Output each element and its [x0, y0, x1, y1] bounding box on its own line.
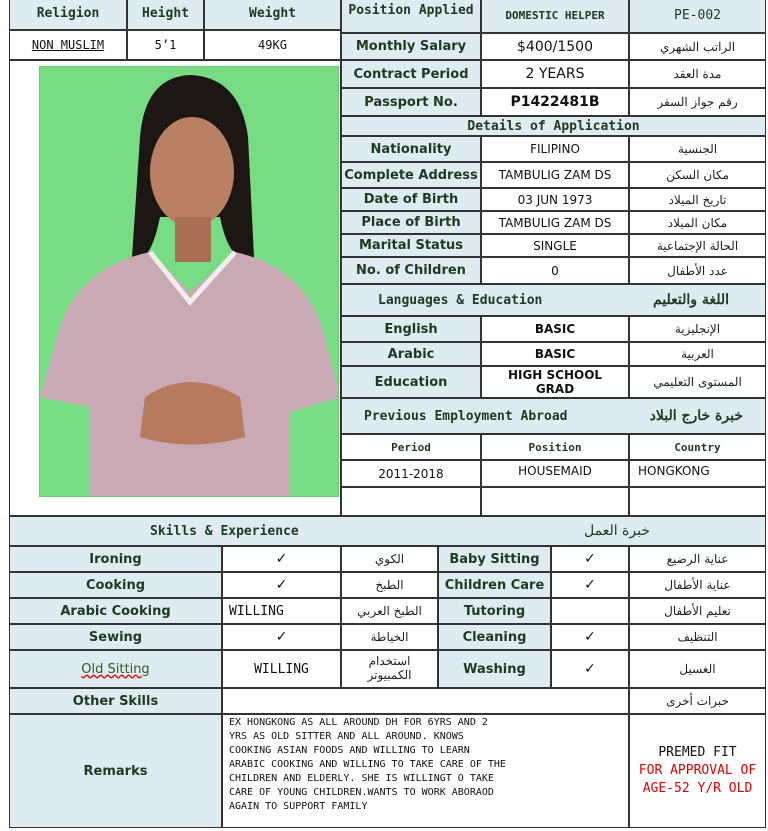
- arabic-value: BASIC: [481, 342, 629, 366]
- english-label: English: [341, 316, 481, 342]
- applicant-photo: [39, 66, 339, 497]
- application-title: Details of Application: [341, 116, 766, 136]
- skill-sewing-check: ✓: [222, 624, 341, 650]
- employment-country: HONGKONG: [629, 460, 766, 487]
- skill-baby-sitting-arabic: عناية الرضيع: [629, 546, 766, 572]
- education-label: Education: [341, 366, 481, 398]
- remarks-status: PREMED FIT: [658, 745, 737, 760]
- dob-arabic: تاريخ الميلاد: [629, 188, 766, 211]
- employment-position: HOUSEMAID: [481, 460, 629, 487]
- contract-period-value: 2 YEARS: [481, 60, 629, 88]
- employment-empty-cell: [341, 487, 481, 516]
- remarks-text: EX HONGKONG AS ALL AROUND DH FOR 6YRS AND 2 YRS AS OLD SITTER AND ALL AROUND. KNOWS COOKING ASIAN FOODS AND WILLING TO LEARN ARABIC COOKING AND WILLING TO TAKE CARE OF THE CHILDREN AND ELDERLY. SHE IS WILLINGT O TAKE CARE OF YOUNG CHILDREN.WANTS TO WORK ABORAOD AGAIN TO SUPPORT FAMILY: [222, 714, 629, 828]
- skills-title: Skills & Experience: [150, 523, 299, 539]
- education-value: HIGH SCHOOL GRAD: [481, 366, 629, 398]
- english-value: BASIC: [481, 316, 629, 342]
- skill-washing-label: Washing: [438, 650, 551, 688]
- applicant-photo-illustration: [40, 67, 339, 497]
- skill-old-sitting-cell: [9, 650, 222, 688]
- passport-arabic: رقم جواز السفر: [629, 88, 766, 116]
- address-label: Complete Address: [341, 162, 481, 188]
- weight-value: 49KG: [204, 30, 341, 60]
- monthly-salary-label: Monthly Salary: [341, 33, 481, 60]
- employment-empty-cell: [481, 487, 629, 516]
- skill-cleaning-arabic: التنظيف: [629, 624, 766, 650]
- children-arabic: عدد الأطفال: [629, 257, 766, 284]
- education-arabic: المستوى التعليمي: [629, 366, 766, 398]
- skill-washing-arabic: الغسيل: [629, 650, 766, 688]
- skill-arabic-cooking-value: WILLING: [222, 598, 341, 624]
- skill-old-sitting-label: Old Sitting: [81, 661, 150, 677]
- nationality-label: Nationality: [341, 136, 481, 162]
- pob-arabic: مكان الميلاد: [629, 211, 766, 234]
- ref-code: PE-002: [629, 0, 766, 33]
- remarks-label: Remarks: [9, 714, 222, 828]
- passport-label: Passport No.: [341, 88, 481, 116]
- skill-baby-sitting-label: Baby Sitting: [438, 546, 551, 572]
- remarks-approval: FOR APPROVAL OF AGE-52 Y/R OLD: [638, 763, 757, 796]
- period-column-header: Period: [341, 434, 481, 460]
- skill-washing-check: ✓: [551, 650, 629, 688]
- skill-cooking-check: ✓: [222, 572, 341, 598]
- employment-title: Previous Employment Abroad: [364, 408, 568, 424]
- employment-empty-cell: [629, 487, 766, 516]
- skill-cooking-label: Cooking: [9, 572, 222, 598]
- skill-arabic-cooking-arabic: الطبخ العربي: [341, 598, 438, 624]
- skill-children-care-check: ✓: [551, 572, 629, 598]
- arabic-label: Arabic: [341, 342, 481, 366]
- religion-value: NON MUSLIM: [31, 38, 105, 52]
- employment-period: 2011-2018: [341, 460, 481, 487]
- languages-title-arabic: اللغة والتعليم: [653, 292, 729, 308]
- children-value: 0: [481, 257, 629, 284]
- children-label: No. of Children: [341, 257, 481, 284]
- arabic-arabic: العربية: [629, 342, 766, 366]
- skill-children-care-arabic: عناية الأطفال: [629, 572, 766, 598]
- skill-sewing-arabic: الخياطة: [341, 624, 438, 650]
- skill-tutoring-arabic: تعليم الأطفال: [629, 598, 766, 624]
- height-header: Height: [127, 0, 204, 30]
- address-value: TAMBULIG ZAM DS: [481, 162, 629, 188]
- other-skills-label: Other Skills: [9, 688, 222, 714]
- english-arabic: الإنجليزية: [629, 316, 766, 342]
- skill-cleaning-label: Cleaning: [438, 624, 551, 650]
- weight-header: Weight: [204, 0, 341, 30]
- skill-ironing-arabic: الكوي: [341, 546, 438, 572]
- country-column-header: Country: [629, 434, 766, 460]
- skill-sewing-label: Sewing: [9, 624, 222, 650]
- religion-header: Religion: [9, 0, 127, 30]
- languages-header: [341, 284, 766, 316]
- marital-status-arabic: الحالة الإجتماعية: [629, 234, 766, 257]
- skill-baby-sitting-check: ✓: [551, 546, 629, 572]
- marital-status-label: Marital Status: [341, 234, 481, 257]
- dob-value: 03 JUN 1973: [481, 188, 629, 211]
- position-applied-header: Position Applied: [341, 0, 481, 33]
- position-column-header: Position: [481, 434, 629, 460]
- remarks-status-cell: [629, 714, 766, 828]
- contract-period-label: Contract Period: [341, 60, 481, 88]
- skill-old-sitting-value: WILLING: [222, 650, 341, 688]
- other-skills-arabic: خبرات أخرى: [629, 688, 766, 714]
- monthly-salary-value: $400/1500: [481, 33, 629, 60]
- dob-label: Date of Birth: [341, 188, 481, 211]
- skill-ironing-label: Ironing: [9, 546, 222, 572]
- nationality-value: FILIPINO: [481, 136, 629, 162]
- employment-title-arabic: خبرة خارج البلاد: [649, 408, 743, 424]
- position-value: DOMESTIC HELPER: [481, 0, 629, 33]
- pob-value: TAMBULIG ZAM DS: [481, 211, 629, 234]
- languages-title: Languages & Education: [378, 292, 543, 308]
- marital-status-value: SINGLE: [481, 234, 629, 257]
- skill-cleaning-check: ✓: [551, 624, 629, 650]
- nationality-arabic: الجنسية: [629, 136, 766, 162]
- skill-old-sitting-arabic: استخدام الكمبيوتر: [341, 650, 438, 688]
- monthly-salary-arabic: الراتب الشهري: [629, 33, 766, 60]
- skill-ironing-check: ✓: [222, 546, 341, 572]
- skill-arabic-cooking-label: Arabic Cooking: [9, 598, 222, 624]
- passport-value: P1422481B: [481, 88, 629, 116]
- religion-cell: [9, 30, 127, 60]
- pob-label: Place of Birth: [341, 211, 481, 234]
- height-value: 5’1: [127, 30, 204, 60]
- contract-period-arabic: مدة العقد: [629, 60, 766, 88]
- skill-tutoring-check: [551, 598, 629, 624]
- employment-header: [341, 398, 766, 434]
- other-skills-value: [222, 688, 629, 714]
- skill-tutoring-label: Tutoring: [438, 598, 551, 624]
- skill-cooking-arabic: الطبخ: [341, 572, 438, 598]
- skills-header: [9, 516, 766, 546]
- skills-title-arabic: خبرة العمل: [584, 523, 650, 539]
- skill-children-care-label: Children Care: [438, 572, 551, 598]
- address-arabic: مكان السكن: [629, 162, 766, 188]
